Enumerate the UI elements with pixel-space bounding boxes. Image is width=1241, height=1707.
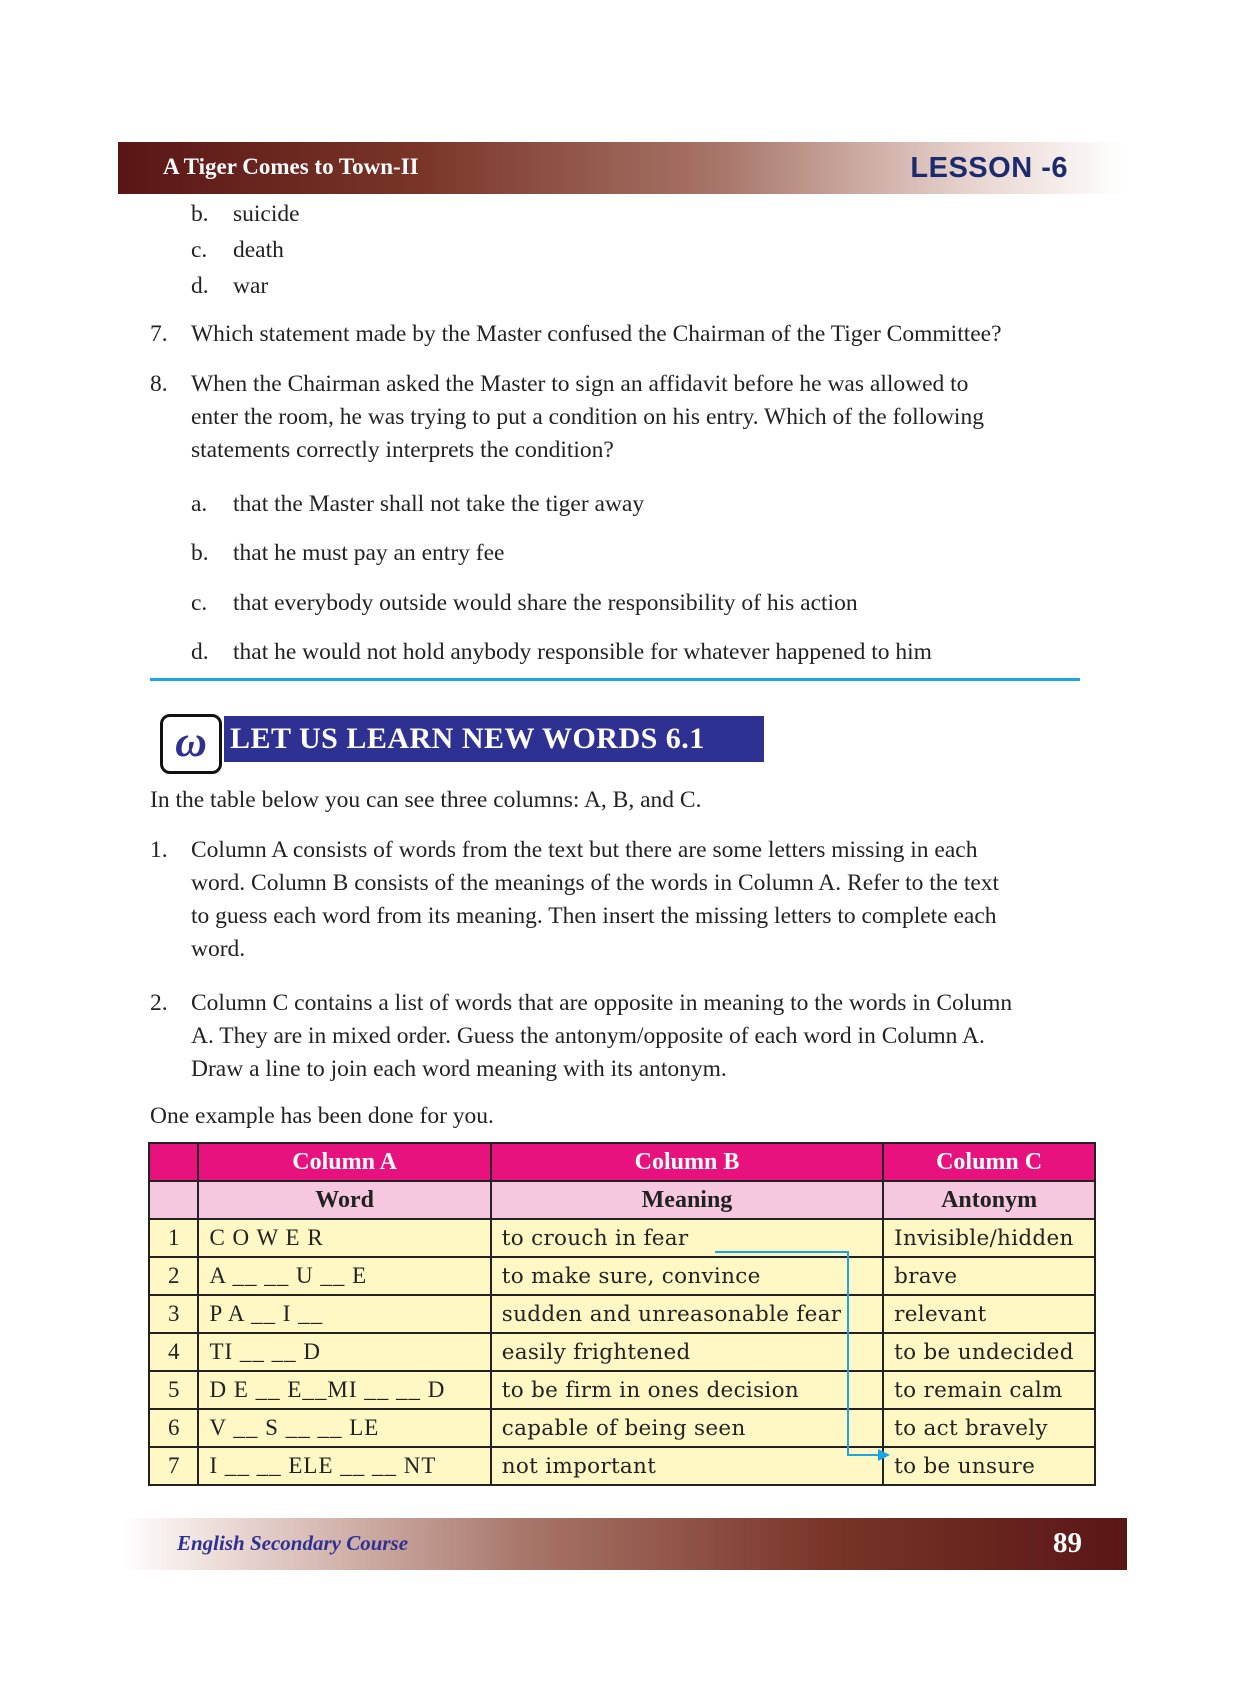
row-number: 2 (149, 1257, 198, 1295)
section-logo-icon: ω (160, 714, 222, 774)
table-row (149, 1333, 1095, 1371)
option-text: that he would not hold anybody responsible for whatever happened to him (233, 639, 932, 665)
page-number: 89 (1053, 1527, 1082, 1559)
word-cell: P A __ I __ (198, 1295, 490, 1333)
instruction-line: to guess each word from its meaning. Then insert the missing letters to complete each (191, 903, 997, 929)
table-subheader-row (149, 1181, 1095, 1219)
example-note: One example has been done for you. (150, 1103, 494, 1129)
question-number: 8. (150, 371, 168, 397)
row-number: 7 (149, 1447, 198, 1485)
option-letter: d. (191, 639, 209, 665)
word-cell: A __ __ U __ E (198, 1257, 490, 1295)
option-text: suicide (233, 201, 300, 227)
row-number: 4 (149, 1333, 198, 1371)
option-text: that everybody outside would share the responsibility of his action (233, 590, 858, 616)
instruction-line: word. Column B consists of the meanings of the words in Column A. Refer to the text (191, 870, 1000, 896)
row-number: 6 (149, 1409, 198, 1447)
table-header-cell: Column C (883, 1143, 1095, 1181)
table-row (149, 1257, 1095, 1295)
question-line: When the Chairman asked the Master to sign an affidavit before he was allowed to (191, 371, 969, 397)
page-footer (122, 1518, 1127, 1570)
word-cell: I __ __ ELE __ __ NT (198, 1447, 490, 1485)
option-letter: c. (191, 590, 208, 616)
option-text: war (233, 273, 269, 299)
meaning-cell: to be firm in ones decision (491, 1371, 883, 1409)
row-number: 5 (149, 1371, 198, 1409)
question-line: enter the room, he was trying to put a condition on his entry. Which of the following (191, 404, 984, 430)
vocabulary-table (148, 1142, 1096, 1486)
section-divider (150, 678, 1080, 681)
instruction-number: 2. (150, 990, 168, 1016)
meaning-cell: capable of being seen (491, 1409, 883, 1447)
row-number: 1 (149, 1219, 198, 1257)
antonym-cell: to remain calm (883, 1371, 1095, 1409)
word-cell: V __ S __ __ LE (198, 1409, 490, 1447)
table-row (149, 1295, 1095, 1333)
word-cell: C O W E R (198, 1219, 490, 1257)
option-letter: d. (191, 273, 209, 299)
table-subheader-cell: Antonym (883, 1181, 1095, 1219)
intro-text: In the table below you can see three columns: A, B, and C. (150, 787, 702, 813)
meaning-cell: to crouch in fear (491, 1219, 883, 1257)
option-letter: b. (191, 540, 209, 566)
option-letter: a. (191, 491, 208, 517)
option-letter: b. (191, 201, 209, 227)
table-subheader-cell: Word (198, 1181, 490, 1219)
word-cell: TI __ __ D (198, 1333, 490, 1371)
antonym-cell: to act bravely (883, 1409, 1095, 1447)
option-text: death (233, 237, 284, 263)
instruction-text (191, 987, 1012, 1086)
antonym-cell: Invisible/hidden (883, 1219, 1095, 1257)
option-text: that the Master shall not take the tiger away (233, 491, 645, 517)
question-text (191, 368, 984, 467)
antonym-cell: brave (883, 1257, 1095, 1295)
table-header-cell: Column B (491, 1143, 883, 1181)
table-subheader-cell (149, 1181, 198, 1219)
option-text: that he must pay an entry fee (233, 540, 505, 566)
table-subheader-cell: Meaning (491, 1181, 883, 1219)
meaning-cell: easily frightened (491, 1333, 883, 1371)
instruction-number: 1. (150, 837, 168, 863)
instruction-line: word. (191, 936, 246, 962)
row-number: 3 (149, 1295, 198, 1333)
antonym-cell: to be unsure (883, 1447, 1095, 1485)
table-row (149, 1409, 1095, 1447)
antonym-cell: relevant (883, 1295, 1095, 1333)
lesson-label: LESSON -6 (910, 152, 1068, 184)
meaning-cell: to make sure, convince (491, 1257, 883, 1295)
instruction-line: A. They are in mixed order. Guess the antonym/opposite of each word in Column A. (191, 1023, 985, 1049)
instruction-line: Column C contains a list of words that are opposite in meaning to the words in Column (191, 990, 1013, 1016)
option-letter: c. (191, 237, 208, 263)
table-row (149, 1219, 1095, 1257)
course-name: English Secondary Course (177, 1531, 409, 1555)
meaning-cell: not important (491, 1447, 883, 1485)
instruction-line: Column A consists of words from the text but there are some letters missing in each (191, 837, 978, 863)
table-header-cell: Column A (198, 1143, 490, 1181)
chapter-title: A Tiger Comes to Town-II (163, 154, 419, 179)
question-line: statements correctly interprets the condition? (191, 437, 614, 463)
table-header-row (149, 1143, 1095, 1181)
question-number: 7. (150, 321, 168, 347)
instruction-text (191, 834, 999, 966)
table-header-cell (149, 1143, 198, 1181)
word-cell: D E __ E__MI __ __ D (198, 1371, 490, 1409)
meaning-cell: sudden and unreasonable fear (491, 1295, 883, 1333)
table-row (149, 1447, 1095, 1485)
table-row (149, 1371, 1095, 1409)
page-header (118, 142, 1124, 194)
instruction-line: Draw a line to join each word meaning with its antonym. (191, 1056, 727, 1082)
antonym-cell: to be undecided (883, 1333, 1095, 1371)
question-text: Which statement made by the Master confused the Chairman of the Tiger Committee? (191, 321, 1002, 347)
section-title: LET US LEARN NEW WORDS 6.1 (224, 716, 764, 762)
